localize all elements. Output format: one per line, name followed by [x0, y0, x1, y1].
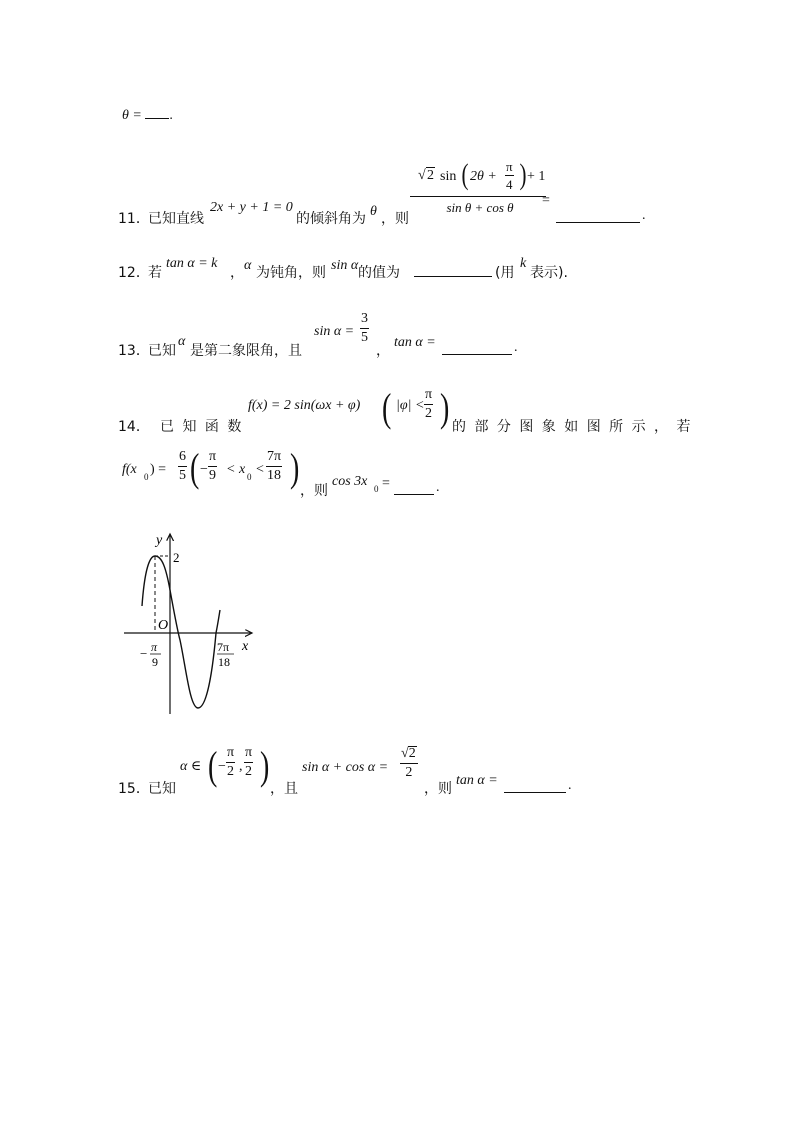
graph-y-label: y: [156, 533, 163, 548]
q13-dot: .: [514, 340, 518, 355]
q12-k: k: [520, 256, 527, 271]
q11-sin: sin: [440, 169, 457, 184]
graph-max-label: 2: [173, 550, 180, 565]
q15-sqrt-radicand: 2: [408, 746, 416, 761]
q11-plus-one: + 1: [527, 169, 546, 184]
q14-number: 14．: [118, 419, 150, 435]
q14-cos3x0: cos 3x: [332, 474, 368, 489]
q14-fx0: f(x: [122, 462, 137, 477]
q15-dot: .: [568, 778, 572, 793]
q14-blank[interactable]: [394, 482, 434, 495]
graph-origin-label: O: [158, 618, 169, 633]
q11-fraction: [410, 160, 550, 216]
q14-nine: 9: [209, 468, 217, 483]
q11-text-1: 已知直线: [148, 211, 204, 227]
q14-minus: −: [200, 462, 208, 477]
graph-pos-eighteen: 18: [218, 655, 230, 669]
question-13: [118, 312, 538, 358]
q15-two-2: 2: [245, 764, 253, 779]
q12-text-3: 为钝角，则: [256, 265, 326, 281]
q13-three-fifths: [360, 312, 369, 345]
q15-text-1: 已知: [148, 781, 176, 797]
q11-line-equation: 2x + y + 1 = 0: [210, 200, 293, 215]
graph-neg-sign: −: [140, 646, 148, 661]
q15-neg-pi-over-2: [226, 746, 235, 779]
q15-two-3: 2: [405, 765, 413, 780]
q11-pi: π: [506, 159, 513, 174]
q13-three: 3: [360, 312, 369, 329]
q15-text-3: ，则: [424, 781, 452, 797]
q12-text-1: 若: [148, 265, 162, 281]
q11-text-3: ，则: [381, 211, 409, 227]
q14-text-3: ，则: [300, 483, 328, 499]
q13-blank[interactable]: [442, 342, 512, 355]
q13-sin-lhs: sin α =: [314, 324, 355, 339]
q14-lt: <: [256, 462, 264, 477]
q10-blank[interactable]: [145, 106, 169, 119]
q11-equals: =: [542, 193, 550, 208]
q15-pi-1: π: [226, 746, 235, 763]
q14-7pi-over-18: [266, 450, 282, 483]
q14-five: 5: [179, 468, 186, 483]
q14-lt-x0: < x: [226, 462, 246, 477]
question-14: 14． 已 知 函 数 f(x) = 2 sin(ωx + φ) ( |φ| < $\frac{\pi}{2}$ ) 的 部 分 图 象 如 图 所 示 ， 若 f(x 0 ) = $\frac{6}{5}$ ( − $\frac{\pi}{9}$ < x 0 < $\frac{7\pi}{18}$ ) ，则 cos 3x 0 = .: [118, 385, 693, 499]
q14-phi-abs: |φ| <: [396, 398, 425, 413]
q10-answer-line: [122, 106, 173, 124]
q12-number: 12．: [118, 265, 150, 281]
q12-text-6: 表示).: [530, 265, 568, 281]
q15-pi-2: π: [244, 746, 253, 763]
q12-sin-alpha: sin α: [331, 258, 359, 273]
q14-fx0-end: ) =: [150, 462, 167, 477]
q13-five: 5: [361, 330, 368, 345]
question-15: 15． 已知 α ∈ ( − $\frac{\pi}{2}$ , $\frac{\pi}{2}$ ) ，且 sin α + cos α = $\frac{√2}{2}$ ，则 tan α = .: [118, 743, 572, 797]
q12-text-2: ，: [230, 265, 244, 281]
q11-denominator: sin θ + cos θ: [446, 200, 514, 215]
q14-six: 6: [178, 450, 187, 467]
q12-blank[interactable]: [414, 264, 492, 277]
q12-text-5: (用: [495, 265, 515, 281]
q14-function: f(x) = 2 sin(ωx + φ): [248, 398, 361, 413]
q11-blank[interactable]: [556, 210, 640, 223]
q13-comma: ，: [376, 343, 390, 359]
q11-dot: .: [642, 208, 646, 223]
q13-alpha: α: [178, 334, 186, 349]
q14-x0-sub-3: 0: [374, 484, 379, 494]
q14-text-1: 已 知 函 数: [160, 419, 244, 435]
q11-pi-over-4: [505, 160, 514, 191]
q12-alpha: α: [244, 258, 252, 273]
q13-tan-lhs: tan α =: [394, 335, 436, 350]
q14-pi-over-2: [424, 388, 433, 421]
q14-eighteen: 18: [267, 468, 282, 483]
q15-sqrt2-over-2: [400, 746, 418, 780]
q14-graph: [118, 528, 268, 718]
q13-text-1: 已知: [148, 343, 176, 359]
graph-neg-pi: π: [151, 640, 158, 654]
q14-pi-2: π: [208, 450, 217, 467]
q15-pi-over-2: [244, 746, 253, 779]
q11-four: 4: [506, 177, 513, 192]
q10-dot: .: [169, 108, 173, 123]
q11-inner: 2θ +: [470, 169, 497, 184]
q11-text-2: 的倾斜角为: [296, 211, 366, 227]
q14-equals: =: [382, 476, 390, 491]
q14-pi: π: [424, 388, 433, 405]
q14-seven-pi: 7π: [266, 450, 282, 467]
q13-text-2: 是第二象限角，且: [190, 343, 302, 359]
graph-neg-nine: 9: [152, 655, 158, 669]
q14-six-fifths: [178, 450, 187, 483]
q13-number: 13．: [118, 343, 150, 359]
graph-x-label: x: [242, 639, 249, 654]
q14-two: 2: [425, 406, 433, 421]
q15-text-2: ，且: [270, 781, 298, 797]
q14-text-2: 的 部 分 图 象 如 图 所 示 ， 若: [452, 419, 693, 435]
q11-sqrt-two: 2: [427, 168, 434, 183]
q15-number: 15．: [118, 781, 150, 797]
q12-condition: tan α = k: [166, 256, 218, 271]
q15-sqrt-two: √2: [400, 746, 418, 764]
q15-alpha-in: α ∈: [180, 759, 202, 774]
sine-curve: [142, 556, 220, 708]
q14-x0-sub-2: 0: [247, 472, 252, 482]
q11-number: 11．: [118, 211, 150, 227]
q14-dot: .: [436, 480, 440, 495]
q10-lhs: θ =: [122, 108, 142, 123]
q11-numerator: √ 2 sin ( 2θ + $\frac{\pi}{4}$ ) + 1: [418, 158, 546, 192]
q11-theta: θ: [370, 204, 377, 219]
q15-two-1: 2: [227, 764, 235, 779]
q15-tan: tan α =: [456, 773, 498, 788]
q15-comma: ,: [239, 759, 243, 774]
q15-blank[interactable]: [504, 780, 566, 793]
q14-pi-over-9: [208, 450, 217, 483]
graph-pos-7pi: 7π: [217, 640, 230, 654]
q15-sum: sin α + cos α =: [302, 760, 389, 775]
q14-x0-sub: 0: [144, 472, 149, 482]
question-12: [118, 256, 598, 282]
q12-text-4: 的值为: [358, 265, 400, 281]
q15-minus: −: [218, 759, 226, 774]
